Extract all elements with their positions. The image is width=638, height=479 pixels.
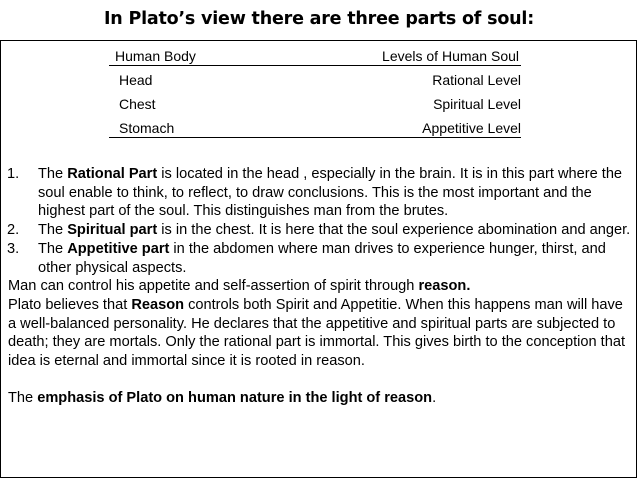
header-human-body: Human Body [115,48,196,64]
row-body-part: Chest [119,96,156,112]
table-row [109,96,521,113]
list-number: 2. [7,222,20,239]
slide-title: In Plato’s view there are three parts of soul: [103,9,534,29]
list-text: The [38,222,68,239]
paragraph-plato-believes [1,296,633,371]
list-text: in the abdomen where man drives to experience hunger, thirst, and other physical aspects. [38,240,606,276]
header-levels-of-soul: Levels of Human Soul [382,48,519,64]
list-bold: Appetitive part [67,240,170,257]
row-soul-level: Spiritual Level [433,96,521,112]
content-frame [0,40,637,478]
paragraph-emphasis [1,389,633,408]
paragraph-text: controls both Spirit and Appetitie. When this happens man will have a well-balanced personality. He declares that the appetitive and spiritual parts are subjected to death; they are mortals. Only the rational part is immortal. This gives birth to the conception that idea is eternal and immortal since it is rooted in reason. [8,296,626,370]
list-text: is in the chest. It is here that the soul experience abomination and anger. [157,222,631,239]
row-body-part: Stomach [119,120,175,136]
table-row [109,72,521,89]
list-item [1,221,633,240]
paragraph-bold: Reason [131,296,185,313]
list-number: 3. [7,240,20,257]
paragraph-text: . [432,389,437,406]
list-item [1,165,633,221]
row-soul-level: Appetitive Level [422,120,521,136]
table-header-row [109,48,521,65]
header-underline [109,65,521,66]
list-number: 1. [7,166,20,182]
list-text: is located in the head , especially in the brain. It is in this part where the soul enable to think, to reflect, to draw conclusions. This is the most important and the highest part of the soul. This distinguishes man from the brutes. [38,166,623,220]
table-row [109,120,521,137]
body-text [1,165,633,407]
table-bottom-rule [109,137,521,138]
paragraph-text: The [8,389,38,406]
list-text: The [38,166,68,182]
paragraph-text: Man can control his appetite and self-assertion of spirit through [8,278,419,295]
row-soul-level: Rational Level [432,72,521,88]
paragraph-text: Plato believes that [8,296,132,313]
list-item [1,240,633,277]
paragraph-bold: emphasis of Plato on human nature in the light of reason [37,389,433,406]
paragraph-bold: reason. [418,278,471,295]
list-text: The [38,240,68,257]
row-body-part: Head [119,72,153,88]
paragraph-reason [1,277,633,296]
list-bold: Rational Part [67,166,158,182]
list-bold: Spiritual part [67,222,158,239]
